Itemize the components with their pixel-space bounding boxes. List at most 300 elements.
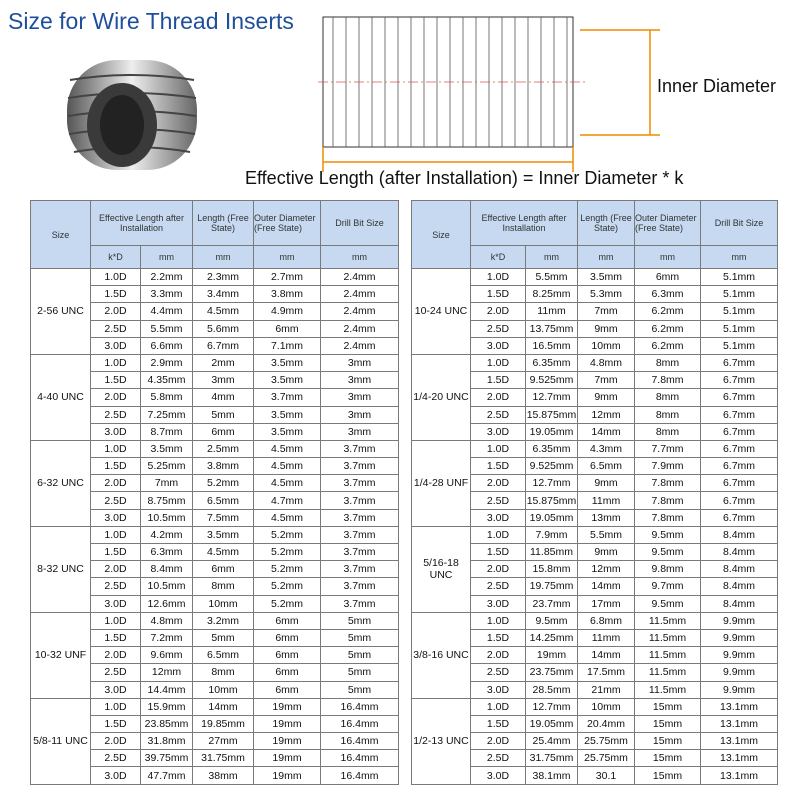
- table-row: [412, 698, 778, 715]
- header-unit-mm: mm: [321, 246, 399, 269]
- table-row: [31, 354, 399, 371]
- value-cell: 6.7mm: [701, 492, 778, 509]
- value-cell: 13.1mm: [701, 733, 778, 750]
- value-cell: 6mm: [254, 647, 321, 664]
- value-cell: 4.9mm: [254, 303, 321, 320]
- table-row: [31, 526, 399, 543]
- value-cell: 1.5D: [91, 715, 141, 732]
- value-cell: 7.9mm: [526, 526, 578, 543]
- value-cell: 25.75mm: [578, 733, 635, 750]
- value-cell: 6mm: [254, 664, 321, 681]
- value-cell: 10mm: [578, 698, 635, 715]
- value-cell: 9.9mm: [701, 681, 778, 698]
- value-cell: 1.5D: [471, 372, 526, 389]
- value-cell: 12.7mm: [526, 475, 578, 492]
- value-cell: 19mm: [254, 750, 321, 767]
- value-cell: 5.5mm: [141, 320, 193, 337]
- value-cell: 1.5D: [471, 544, 526, 561]
- size-cell: 10-32 UNF: [31, 612, 91, 698]
- value-cell: 4mm: [193, 389, 254, 406]
- value-cell: 2.0D: [91, 303, 141, 320]
- value-cell: 5mm: [321, 681, 399, 698]
- value-cell: 10mm: [193, 681, 254, 698]
- header-length: Length (Free State): [193, 201, 254, 246]
- value-cell: 1.5D: [471, 458, 526, 475]
- value-cell: 4.5mm: [193, 303, 254, 320]
- value-cell: 31.75mm: [526, 750, 578, 767]
- value-cell: 2.0D: [471, 389, 526, 406]
- value-cell: 7.8mm: [635, 492, 701, 509]
- value-cell: 13.1mm: [701, 750, 778, 767]
- value-cell: 15mm: [635, 715, 701, 732]
- value-cell: 7.8mm: [635, 509, 701, 526]
- value-cell: 19.75mm: [526, 578, 578, 595]
- header-unit-mm: mm: [635, 246, 701, 269]
- thread-diagram: [318, 12, 588, 172]
- value-cell: 31.75mm: [193, 750, 254, 767]
- value-cell: 10mm: [193, 595, 254, 612]
- value-cell: 3.0D: [471, 767, 526, 784]
- value-cell: 14mm: [578, 423, 635, 440]
- value-cell: 7mm: [578, 372, 635, 389]
- value-cell: 7mm: [141, 475, 193, 492]
- value-cell: 1.0D: [91, 698, 141, 715]
- inner-diameter-dimension: [580, 20, 660, 140]
- value-cell: 3mm: [321, 372, 399, 389]
- value-cell: 8mm: [193, 578, 254, 595]
- value-cell: 5.8mm: [141, 389, 193, 406]
- header-drill-bit: Drill Bit Size: [321, 201, 399, 246]
- value-cell: 2.5D: [471, 578, 526, 595]
- value-cell: 9.9mm: [701, 629, 778, 646]
- value-cell: 15mm: [635, 750, 701, 767]
- value-cell: 2.5D: [471, 750, 526, 767]
- value-cell: 3.8mm: [193, 458, 254, 475]
- table-row: [31, 612, 399, 629]
- value-cell: 16.4mm: [321, 715, 399, 732]
- value-cell: 2.4mm: [321, 286, 399, 303]
- value-cell: 8mm: [635, 354, 701, 371]
- value-cell: 5.5mm: [578, 526, 635, 543]
- value-cell: 9.9mm: [701, 647, 778, 664]
- value-cell: 17mm: [578, 595, 635, 612]
- value-cell: 6.7mm: [701, 423, 778, 440]
- value-cell: 19.05mm: [526, 423, 578, 440]
- value-cell: 3.0D: [471, 681, 526, 698]
- value-cell: 5mm: [193, 629, 254, 646]
- value-cell: 3.0D: [91, 509, 141, 526]
- size-cell: 8-32 UNC: [31, 526, 91, 612]
- value-cell: 12.7mm: [526, 698, 578, 715]
- value-cell: 3.5mm: [254, 406, 321, 423]
- value-cell: 23.7mm: [526, 595, 578, 612]
- value-cell: 20.4mm: [578, 715, 635, 732]
- table-row: [412, 612, 778, 629]
- value-cell: 15mm: [635, 767, 701, 784]
- value-cell: 6.5mm: [193, 492, 254, 509]
- value-cell: 3mm: [321, 406, 399, 423]
- value-cell: 9.525mm: [526, 458, 578, 475]
- value-cell: 8.25mm: [526, 286, 578, 303]
- value-cell: 28.5mm: [526, 681, 578, 698]
- value-cell: 4.5mm: [254, 440, 321, 457]
- size-cell: 1/4-28 UNF: [412, 440, 471, 526]
- value-cell: 6.2mm: [635, 320, 701, 337]
- value-cell: 1.0D: [91, 526, 141, 543]
- value-cell: 6.7mm: [701, 354, 778, 371]
- value-cell: 5.1mm: [701, 269, 778, 286]
- size-cell: 2-56 UNC: [31, 269, 91, 355]
- value-cell: 3.7mm: [321, 458, 399, 475]
- value-cell: 2.3mm: [193, 269, 254, 286]
- value-cell: 3mm: [321, 389, 399, 406]
- value-cell: 2.5D: [91, 320, 141, 337]
- value-cell: 12mm: [141, 664, 193, 681]
- value-cell: 12.7mm: [526, 389, 578, 406]
- value-cell: 11.5mm: [635, 612, 701, 629]
- value-cell: 5.2mm: [254, 526, 321, 543]
- table-row: [31, 269, 399, 286]
- value-cell: 6.7mm: [701, 458, 778, 475]
- value-cell: 9.5mm: [635, 526, 701, 543]
- value-cell: 3.7mm: [321, 492, 399, 509]
- value-cell: 6mm: [254, 320, 321, 337]
- value-cell: 13.1mm: [701, 698, 778, 715]
- value-cell: 6.6mm: [141, 337, 193, 354]
- value-cell: 5mm: [193, 406, 254, 423]
- value-cell: 3.4mm: [193, 286, 254, 303]
- value-cell: 9.9mm: [701, 612, 778, 629]
- value-cell: 6.3mm: [635, 286, 701, 303]
- value-cell: 3.7mm: [321, 526, 399, 543]
- value-cell: 6.8mm: [578, 612, 635, 629]
- value-cell: 6mm: [193, 561, 254, 578]
- value-cell: 2.4mm: [321, 303, 399, 320]
- value-cell: 5.3mm: [578, 286, 635, 303]
- size-cell: 5/16-18 UNC: [412, 526, 471, 612]
- value-cell: 1.5D: [91, 372, 141, 389]
- value-cell: 6mm: [635, 269, 701, 286]
- value-cell: 6.5mm: [193, 647, 254, 664]
- value-cell: 15mm: [635, 698, 701, 715]
- value-cell: 2.5D: [471, 492, 526, 509]
- value-cell: 6.7mm: [701, 475, 778, 492]
- value-cell: 19mm: [526, 647, 578, 664]
- value-cell: 3mm: [321, 423, 399, 440]
- value-cell: 9.5mm: [635, 595, 701, 612]
- value-cell: 6.3mm: [141, 544, 193, 561]
- value-cell: 5.2mm: [254, 544, 321, 561]
- value-cell: 3.5mm: [254, 372, 321, 389]
- value-cell: 3.7mm: [254, 389, 321, 406]
- value-cell: 3.7mm: [321, 578, 399, 595]
- value-cell: 11.5mm: [635, 647, 701, 664]
- value-cell: 1.5D: [471, 629, 526, 646]
- value-cell: 8.7mm: [141, 423, 193, 440]
- value-cell: 1.5D: [91, 544, 141, 561]
- value-cell: 6.7mm: [701, 389, 778, 406]
- value-cell: 3.5mm: [141, 440, 193, 457]
- value-cell: 4.5mm: [193, 544, 254, 561]
- value-cell: 10.5mm: [141, 509, 193, 526]
- value-cell: 6mm: [254, 612, 321, 629]
- size-cell: 6-32 UNC: [31, 440, 91, 526]
- table-row: [412, 269, 778, 286]
- value-cell: 19mm: [254, 733, 321, 750]
- value-cell: 3.0D: [471, 423, 526, 440]
- value-cell: 11mm: [578, 492, 635, 509]
- value-cell: 3.5mm: [578, 269, 635, 286]
- value-cell: 38mm: [193, 767, 254, 784]
- value-cell: 1.5D: [91, 458, 141, 475]
- value-cell: 5.1mm: [701, 337, 778, 354]
- value-cell: 2.5D: [91, 750, 141, 767]
- value-cell: 8.4mm: [701, 578, 778, 595]
- value-cell: 4.5mm: [254, 475, 321, 492]
- value-cell: 1.0D: [91, 269, 141, 286]
- value-cell: 4.8mm: [578, 354, 635, 371]
- value-cell: 2.7mm: [254, 269, 321, 286]
- value-cell: 2.0D: [91, 389, 141, 406]
- effective-length-caption: Effective Length (after Installation) = Inner Diameter * k: [245, 168, 684, 188]
- value-cell: 2.0D: [471, 303, 526, 320]
- value-cell: 3mm: [321, 354, 399, 371]
- size-cell: 1/2-13 UNC: [412, 698, 471, 784]
- value-cell: 7.8mm: [635, 475, 701, 492]
- value-cell: 5mm: [321, 629, 399, 646]
- value-cell: 8.4mm: [141, 561, 193, 578]
- value-cell: 8mm: [193, 664, 254, 681]
- value-cell: 19.05mm: [526, 509, 578, 526]
- value-cell: 3.0D: [91, 337, 141, 354]
- value-cell: 7.9mm: [635, 458, 701, 475]
- value-cell: 1.0D: [471, 698, 526, 715]
- value-cell: 7.25mm: [141, 406, 193, 423]
- value-cell: 2.9mm: [141, 354, 193, 371]
- value-cell: 6.35mm: [526, 354, 578, 371]
- header-length: Length (Free State): [578, 201, 635, 246]
- value-cell: 5.2mm: [254, 578, 321, 595]
- value-cell: 21mm: [578, 681, 635, 698]
- value-cell: 4.5mm: [254, 458, 321, 475]
- value-cell: 16.4mm: [321, 733, 399, 750]
- value-cell: 5.2mm: [193, 475, 254, 492]
- value-cell: 3.7mm: [321, 561, 399, 578]
- inner-diameter-label: Inner Diameter: [657, 76, 777, 96]
- value-cell: 16.5mm: [526, 337, 578, 354]
- value-cell: 38.1mm: [526, 767, 578, 784]
- value-cell: 13mm: [578, 509, 635, 526]
- value-cell: 9mm: [578, 389, 635, 406]
- value-cell: 12mm: [578, 406, 635, 423]
- value-cell: 2.4mm: [321, 269, 399, 286]
- value-cell: 5mm: [321, 647, 399, 664]
- value-cell: 6.35mm: [526, 440, 578, 457]
- value-cell: 2.0D: [91, 561, 141, 578]
- thread-insert-photo: [62, 40, 202, 180]
- value-cell: 4.35mm: [141, 372, 193, 389]
- value-cell: 15.875mm: [526, 406, 578, 423]
- value-cell: 4.7mm: [254, 492, 321, 509]
- value-cell: 11.5mm: [635, 629, 701, 646]
- value-cell: 1.0D: [471, 269, 526, 286]
- value-cell: 11.85mm: [526, 544, 578, 561]
- value-cell: 3.0D: [471, 337, 526, 354]
- value-cell: 8.4mm: [701, 561, 778, 578]
- value-cell: 3mm: [193, 372, 254, 389]
- value-cell: 2.4mm: [321, 320, 399, 337]
- value-cell: 15.8mm: [526, 561, 578, 578]
- value-cell: 9.5mm: [526, 612, 578, 629]
- value-cell: 5.1mm: [701, 303, 778, 320]
- value-cell: 6.7mm: [193, 337, 254, 354]
- value-cell: 11.5mm: [635, 664, 701, 681]
- value-cell: 2.0D: [471, 733, 526, 750]
- value-cell: 3.3mm: [141, 286, 193, 303]
- value-cell: 9.7mm: [635, 578, 701, 595]
- value-cell: 1.0D: [91, 440, 141, 457]
- size-table-left: [30, 200, 399, 785]
- value-cell: 2.5D: [91, 578, 141, 595]
- value-cell: 2.5D: [91, 406, 141, 423]
- value-cell: 3.7mm: [321, 595, 399, 612]
- value-cell: 4.2mm: [141, 526, 193, 543]
- value-cell: 4.5mm: [254, 509, 321, 526]
- value-cell: 6.7mm: [701, 440, 778, 457]
- value-cell: 3.0D: [91, 767, 141, 784]
- value-cell: 2.0D: [91, 475, 141, 492]
- value-cell: 4.4mm: [141, 303, 193, 320]
- value-cell: 15.875mm: [526, 492, 578, 509]
- header-unit-mm: mm: [701, 246, 778, 269]
- value-cell: 15.9mm: [141, 698, 193, 715]
- table-row: [412, 440, 778, 457]
- value-cell: 1.5D: [471, 286, 526, 303]
- size-cell: 4-40 UNC: [31, 354, 91, 440]
- value-cell: 8.4mm: [701, 595, 778, 612]
- value-cell: 8.75mm: [141, 492, 193, 509]
- value-cell: 5.1mm: [701, 286, 778, 303]
- value-cell: 2mm: [193, 354, 254, 371]
- size-table-right: [411, 200, 778, 785]
- value-cell: 2.0D: [471, 647, 526, 664]
- value-cell: 8mm: [635, 389, 701, 406]
- value-cell: 1.0D: [471, 526, 526, 543]
- value-cell: 6mm: [254, 629, 321, 646]
- value-cell: 5.2mm: [254, 561, 321, 578]
- value-cell: 2.0D: [471, 561, 526, 578]
- value-cell: 13.1mm: [701, 715, 778, 732]
- value-cell: 9mm: [578, 475, 635, 492]
- value-cell: 1.5D: [91, 286, 141, 303]
- value-cell: 14mm: [578, 578, 635, 595]
- value-cell: 2.5D: [471, 664, 526, 681]
- value-cell: 14mm: [578, 647, 635, 664]
- value-cell: 14.25mm: [526, 629, 578, 646]
- header-unit-mm: mm: [141, 246, 193, 269]
- value-cell: 7.7mm: [635, 440, 701, 457]
- header-unit-mm: mm: [254, 246, 321, 269]
- value-cell: 25.75mm: [578, 750, 635, 767]
- value-cell: 3.2mm: [193, 612, 254, 629]
- value-cell: 14.4mm: [141, 681, 193, 698]
- value-cell: 31.8mm: [141, 733, 193, 750]
- value-cell: 9.525mm: [526, 372, 578, 389]
- value-cell: 30.1: [578, 767, 635, 784]
- value-cell: 2.0D: [91, 733, 141, 750]
- header-kd: k*D: [471, 246, 526, 269]
- value-cell: 5.25mm: [141, 458, 193, 475]
- value-cell: 3.7mm: [321, 475, 399, 492]
- value-cell: 3.7mm: [321, 544, 399, 561]
- value-cell: 3.0D: [471, 509, 526, 526]
- value-cell: 2.5D: [91, 664, 141, 681]
- value-cell: 25.4mm: [526, 733, 578, 750]
- size-cell: 1/4-20 UNC: [412, 354, 471, 440]
- value-cell: 3.5mm: [254, 423, 321, 440]
- page-title: Size for Wire Thread Inserts: [8, 8, 294, 34]
- value-cell: 3.0D: [471, 595, 526, 612]
- value-cell: 6.5mm: [578, 458, 635, 475]
- value-cell: 12mm: [578, 561, 635, 578]
- value-cell: 5mm: [321, 664, 399, 681]
- size-cell: 3/8-16 UNC: [412, 612, 471, 698]
- value-cell: 2.2mm: [141, 269, 193, 286]
- value-cell: 13.75mm: [526, 320, 578, 337]
- value-cell: 19mm: [254, 698, 321, 715]
- header-size: Size: [412, 201, 471, 269]
- value-cell: 9.5mm: [635, 544, 701, 561]
- value-cell: 19.85mm: [193, 715, 254, 732]
- value-cell: 1.0D: [91, 612, 141, 629]
- size-cell: 10-24 UNC: [412, 269, 471, 355]
- table-row: [31, 698, 399, 715]
- value-cell: 1.0D: [471, 612, 526, 629]
- value-cell: 6mm: [254, 681, 321, 698]
- value-cell: 19mm: [254, 715, 321, 732]
- value-cell: 1.0D: [471, 354, 526, 371]
- value-cell: 2.5D: [471, 406, 526, 423]
- value-cell: 7.1mm: [254, 337, 321, 354]
- value-cell: 9mm: [578, 544, 635, 561]
- value-cell: 9.9mm: [701, 664, 778, 681]
- value-cell: 3.0D: [91, 681, 141, 698]
- value-cell: 2.0D: [91, 647, 141, 664]
- value-cell: 5mm: [321, 612, 399, 629]
- value-cell: 2.4mm: [321, 337, 399, 354]
- value-cell: 9.8mm: [635, 561, 701, 578]
- value-cell: 8mm: [635, 423, 701, 440]
- value-cell: 39.75mm: [141, 750, 193, 767]
- header-effective-length: Effective Length after Installation: [91, 201, 193, 246]
- value-cell: 47.7mm: [141, 767, 193, 784]
- value-cell: 5.1mm: [701, 320, 778, 337]
- value-cell: 16.4mm: [321, 767, 399, 784]
- value-cell: 2.5D: [91, 492, 141, 509]
- value-cell: 13.1mm: [701, 767, 778, 784]
- value-cell: 6.7mm: [701, 372, 778, 389]
- value-cell: 3.5mm: [254, 354, 321, 371]
- value-cell: 27mm: [193, 733, 254, 750]
- value-cell: 7.5mm: [193, 509, 254, 526]
- value-cell: 9.6mm: [141, 647, 193, 664]
- header-unit-mm: mm: [193, 246, 254, 269]
- value-cell: 7mm: [578, 303, 635, 320]
- value-cell: 1.5D: [471, 715, 526, 732]
- value-cell: 7.8mm: [635, 372, 701, 389]
- value-cell: 2.5D: [471, 320, 526, 337]
- value-cell: 2.0D: [471, 475, 526, 492]
